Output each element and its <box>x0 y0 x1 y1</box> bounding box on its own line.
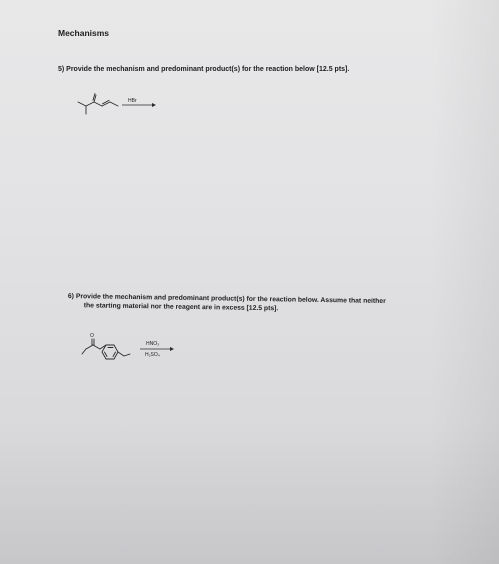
question-6-block <box>68 292 488 316</box>
reagent-hno3: HNO₃ <box>146 341 160 347</box>
question-6-text-line2: the starting material nor the reagent are in excess [12.5 pts]. <box>83 302 279 313</box>
reagent-hbr: HBr <box>128 98 137 104</box>
question-6-reaction <box>78 326 188 376</box>
reagent-h2so4: H₂SO₄ <box>145 352 160 358</box>
page-shadow-bottom <box>0 424 499 564</box>
svg-text:O: O <box>90 333 94 339</box>
question-5-reaction <box>70 88 170 128</box>
section-title: Mechanisms <box>58 28 110 38</box>
question-5-text: 5) Provide the mechanism and predominant product(s) for the reaction below [12.5 pts]. <box>58 66 350 73</box>
question-6-text-line1: 6) Provide the mechanism and predominant product(s) for the reaction below. Assume that neither <box>67 292 386 305</box>
